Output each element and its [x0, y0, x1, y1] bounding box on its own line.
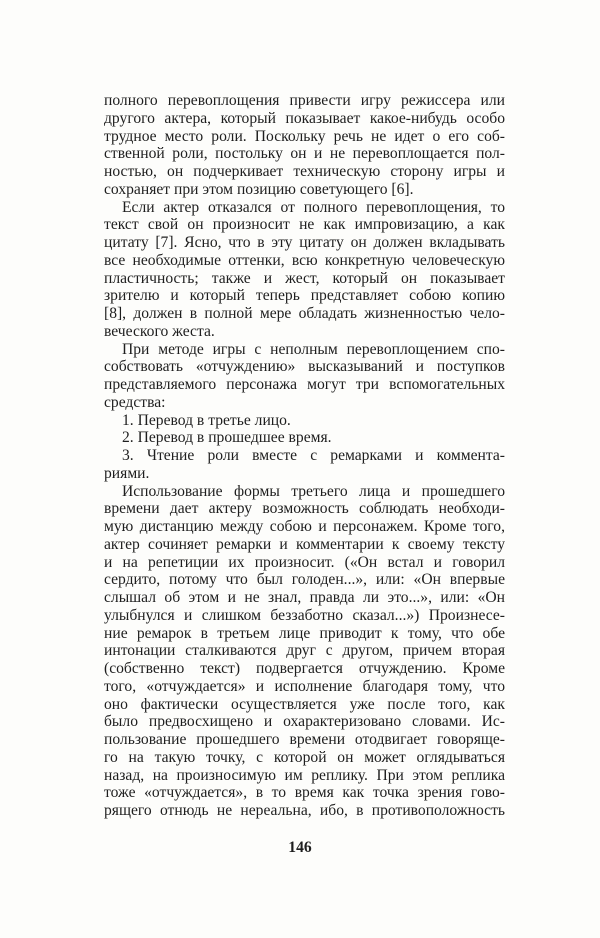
text-line: актер сочиняет ремарки и комментарии к своему тексту	[104, 535, 505, 553]
text-line: назад, на произносимую им реплику. При этом реплика	[104, 766, 505, 784]
text-line: цитату [7]. Ясно, что в эту цитату он должен вкладывать	[104, 234, 505, 251]
paragraph	[104, 412, 505, 430]
text-line: ственной роли, постольку он и не перевоплощается пол-	[104, 145, 505, 163]
text-line: тоже «отчуждается», в то время как точка зрения гово-	[104, 784, 505, 802]
text-line: 2. Перевод в прошедшее время.	[122, 429, 332, 447]
text-line: ние ремарок в третьем лице приводит к тому, что обе	[104, 624, 505, 642]
text-line: того, «отчуждается» и исполнение благодаря тому, что	[104, 677, 505, 695]
text-line: 1. Перевод в третье лицо.	[122, 411, 291, 429]
text-line: представляемого персонажа могут три вспомогательных	[104, 376, 505, 393]
page-body-text	[104, 92, 505, 820]
page-number: 146	[288, 839, 312, 856]
paragraph	[104, 483, 505, 820]
text-line: средства:	[104, 393, 166, 411]
text-line: [8], должен в полной мере обладать жизненностью чело-	[104, 305, 505, 322]
text-line: и на репетиции их произносит. («Он встал и говорил	[104, 553, 505, 571]
text-line: 3. Чтение роли вместе с ремарками и коммента-	[122, 447, 505, 464]
paragraph	[104, 199, 505, 341]
paragraph	[104, 429, 505, 447]
text-line: зрителю и который теперь представляет собою копию	[104, 287, 505, 305]
text-line: Использование формы третьего лица и прошедшего	[122, 482, 505, 500]
text-line: пластичность; также и жест, который он показывает	[104, 269, 505, 287]
text-line: полного перевоплощения привести игру режиссера или	[104, 92, 505, 109]
text-line: риями.	[104, 464, 150, 482]
text-line: собствовать «отчуждению» высказываний и поступков	[104, 358, 505, 376]
text-line: При методе игры с неполным перевоплощением спо-	[122, 340, 505, 358]
text-line: пользование прошедшего времени отодвигает говоряще-	[104, 731, 505, 748]
text-line: все необходимые оттенки, всю конкретную человеческую	[104, 251, 505, 269]
text-line: трудное место роли. Поскольку речь не идет о его соб-	[104, 127, 505, 145]
text-line: сохраняет при этом позицию советующего [6].	[104, 180, 414, 198]
paragraph	[104, 341, 505, 412]
paragraph	[104, 92, 505, 199]
text-line: было предвосхищено и охарактеризовано словами. Ис-	[104, 713, 505, 731]
text-line: текст свой он произносит не как импровизацию, а как	[104, 216, 505, 234]
text-line: (собственно текст) подвергается отчуждению. Кроме	[104, 660, 505, 677]
text-line: интонации сталкиваются друг с другом, причем вторая	[104, 642, 505, 660]
text-line: оно фактически осуществляется уже после того, как	[104, 695, 505, 713]
text-line: рящего отнюдь не нереальна, ибо, в противоположность	[104, 802, 505, 819]
paragraph	[104, 447, 505, 483]
text-line: ностью, он подчеркивает техническую сторону игры и	[104, 163, 505, 180]
text-line: другого актера, который показывает какое-нибудь особо	[104, 109, 505, 127]
text-line: времени дает актеру возможность соблюдать необходи-	[104, 500, 505, 518]
text-line: улыбнулся и слишком беззаботно сказал...») Произнесе-	[104, 606, 505, 624]
text-line: веческого жеста.	[104, 322, 215, 340]
text-line: сердито, потому что был голоден...», или: «Он впервые	[104, 571, 505, 589]
text-line: го на такую точку, с которой он может оглядываться	[104, 748, 505, 766]
text-line: мую дистанцию между собою и персонажем. Кроме того,	[104, 518, 505, 535]
text-line: Если актер отказался от полного перевоплощения, то	[122, 198, 505, 216]
text-line: слышал об этом и не знал, правда ли это...», или: «Он	[104, 589, 505, 606]
